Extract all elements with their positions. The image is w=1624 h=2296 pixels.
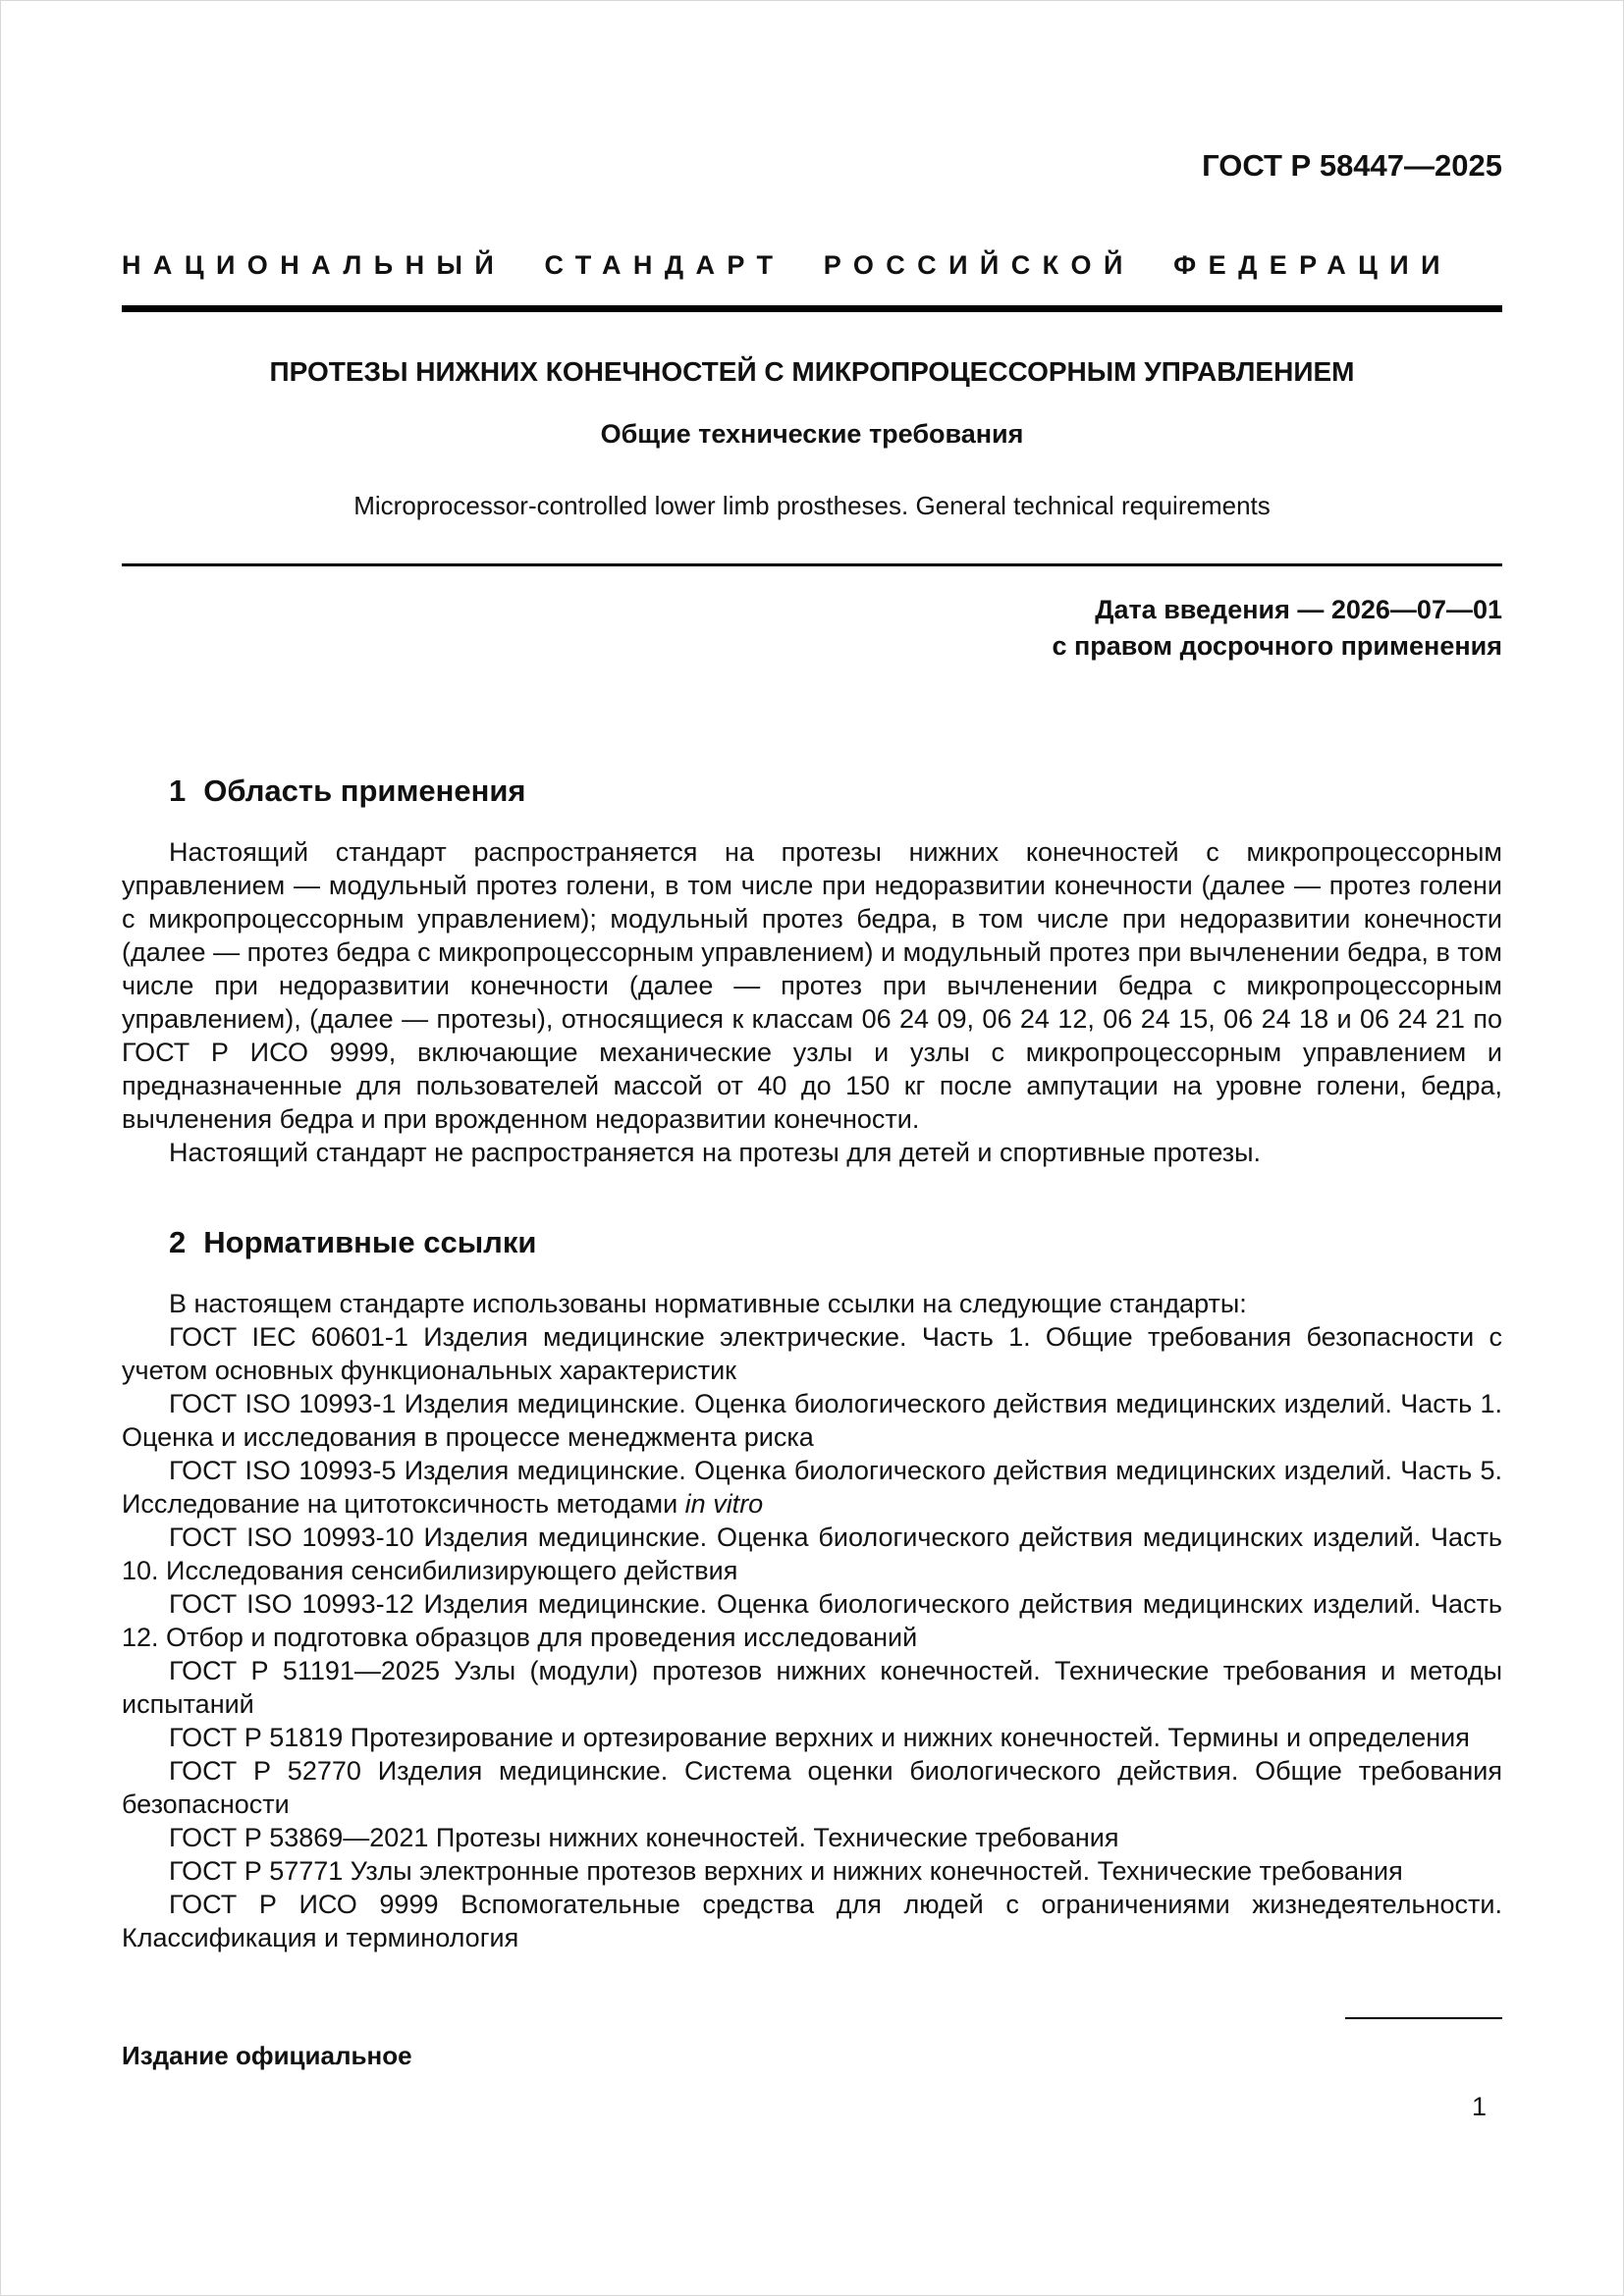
- document-subtitle: Общие технические требования: [600, 419, 1024, 449]
- reference-item: ГОСТ Р 51819 Протезирование и ортезирование верхних и нижних конечностей. Термины и определения: [169, 1723, 1470, 1752]
- references-intro: В настоящем стандарте использованы нормативные ссылки на следующие стандарты:: [169, 1289, 1247, 1318]
- reference-item: ГОСТ ISO 10993-1 Изделия медицинские. Оценка биологического действия медицинских изделий. Часть 1. Оценка и исследования в процессе менеджмента риска: [122, 1389, 1502, 1452]
- paragraph: Настоящий стандарт не распространяется на протезы для детей и спортивные протезы.: [169, 1138, 1262, 1167]
- section-1-title: Область применения: [203, 774, 526, 808]
- reference-item: ГОСТ ISO 10993-12 Изделия медицинские. Оценка биологического действия медицинских изделий. Часть 12. Отбор и подготовка образцов для проведения исследований: [122, 1589, 1502, 1652]
- reference-item: ГОСТ Р 51191—2025 Узлы (модули) протезов нижних конечностей. Технические требования и методы испытаний: [122, 1656, 1502, 1719]
- reference-text: ГОСТ ISO 10993-5 Изделия медицинские. Оценка биологического действия медицинских изделий. Часть 5. Исследование на цитотоксичность методами: [122, 1456, 1502, 1519]
- page-content: [1, 1, 1623, 2121]
- standard-type-banner: НАЦИОНАЛЬНЫЙ СТАНДАРТ РОССИЙСКОЙ ФЕДЕРАЦИИ: [122, 250, 1452, 280]
- reference-item: ГОСТ IEC 60601-1 Изделия медицинские электрические. Часть 1. Общие требования безопасности с учетом основных функциональных характеристик: [122, 1322, 1502, 1385]
- section-2-title: Нормативные ссылки: [203, 1225, 537, 1259]
- reference-item: ГОСТ Р 57771 Узлы электронные протезов верхних и нижних конечностей. Технические требования: [169, 1856, 1403, 1886]
- reference-item: ГОСТ Р 53869—2021 Протезы нижних конечностей. Технические требования: [169, 1823, 1119, 1852]
- footer-short-rule: [1345, 2017, 1502, 2019]
- reference-italic-term: in vitro: [684, 1489, 764, 1519]
- section-2-heading: [122, 1224, 1502, 1261]
- doc-number: ГОСТ Р 58447—2025: [1202, 148, 1502, 183]
- reference-item: ГОСТ Р ИСО 9999 Вспомогательные средства для людей с ограничениями жизнедеятельности. Классификация и терминология: [122, 1890, 1502, 1952]
- reference-item: ГОСТ Р 52770 Изделия медицинские. Система оценки биологического действия. Общие требования безопасности: [122, 1756, 1502, 1819]
- paragraph: Настоящий стандарт распространяется на протезы нижних конечностей с микропроцессорным управлением — модульный протез голени, в том числе при недоразвитии конечности (далее — протез голени с микропроцессорным управлением); модульный протез бедра, в том числе при недоразвитии конечности (далее — протез бедра с микропроцессорным управлением) и модульный протез при вычленении бедра, в том числе при недоразвитии конечности (далее — протез при вычленении бедра с микропроцессорным управлением), (далее — протезы), относящиеся к классам 06 24 09, 06 24 12, 06 24 15, 06 24 18 и 06 24 21 по ГОСТ Р ИСО 9999, включающие механические узлы и узлы с микропроцессорным управлением и предназначенные для пользователей массой от 40 до 150 кг после ампутации на уровне голени, бедра, вычленения бедра и при врожденном недоразвитии конечности.: [122, 837, 1502, 1134]
- section-2-body: [122, 1287, 1502, 1954]
- document-title-english: Microprocessor-controlled lower limb prostheses. General technical requirements: [353, 491, 1271, 520]
- title-block-rule: [122, 563, 1502, 566]
- section-2-number: 2: [169, 1225, 187, 1259]
- header-thick-rule: [122, 305, 1502, 312]
- effective-date-line2: с правом досрочного применения: [1052, 631, 1502, 661]
- effective-date-block: [122, 592, 1502, 665]
- effective-date-line1: Дата введения — 2026—07—01: [1095, 595, 1502, 624]
- reference-item: [122, 1454, 1502, 1521]
- section-1-number: 1: [169, 774, 187, 808]
- reference-item: ГОСТ ISO 10993-10 Изделия медицинские. Оценка биологического действия медицинских изделий. Часть 10. Исследования сенсибилизирующего действия: [122, 1522, 1502, 1585]
- section-1-heading: [122, 773, 1502, 810]
- section-1-body: [122, 835, 1502, 1169]
- page-number: 1: [1471, 2092, 1487, 2121]
- edition-note: Издание официальное: [122, 2041, 412, 2070]
- document-title: ПРОТЕЗЫ НИЖНИХ КОНЕЧНОСТЕЙ С МИКРОПРОЦЕССОРНЫМ УПРАВЛЕНИЕМ: [269, 356, 1355, 387]
